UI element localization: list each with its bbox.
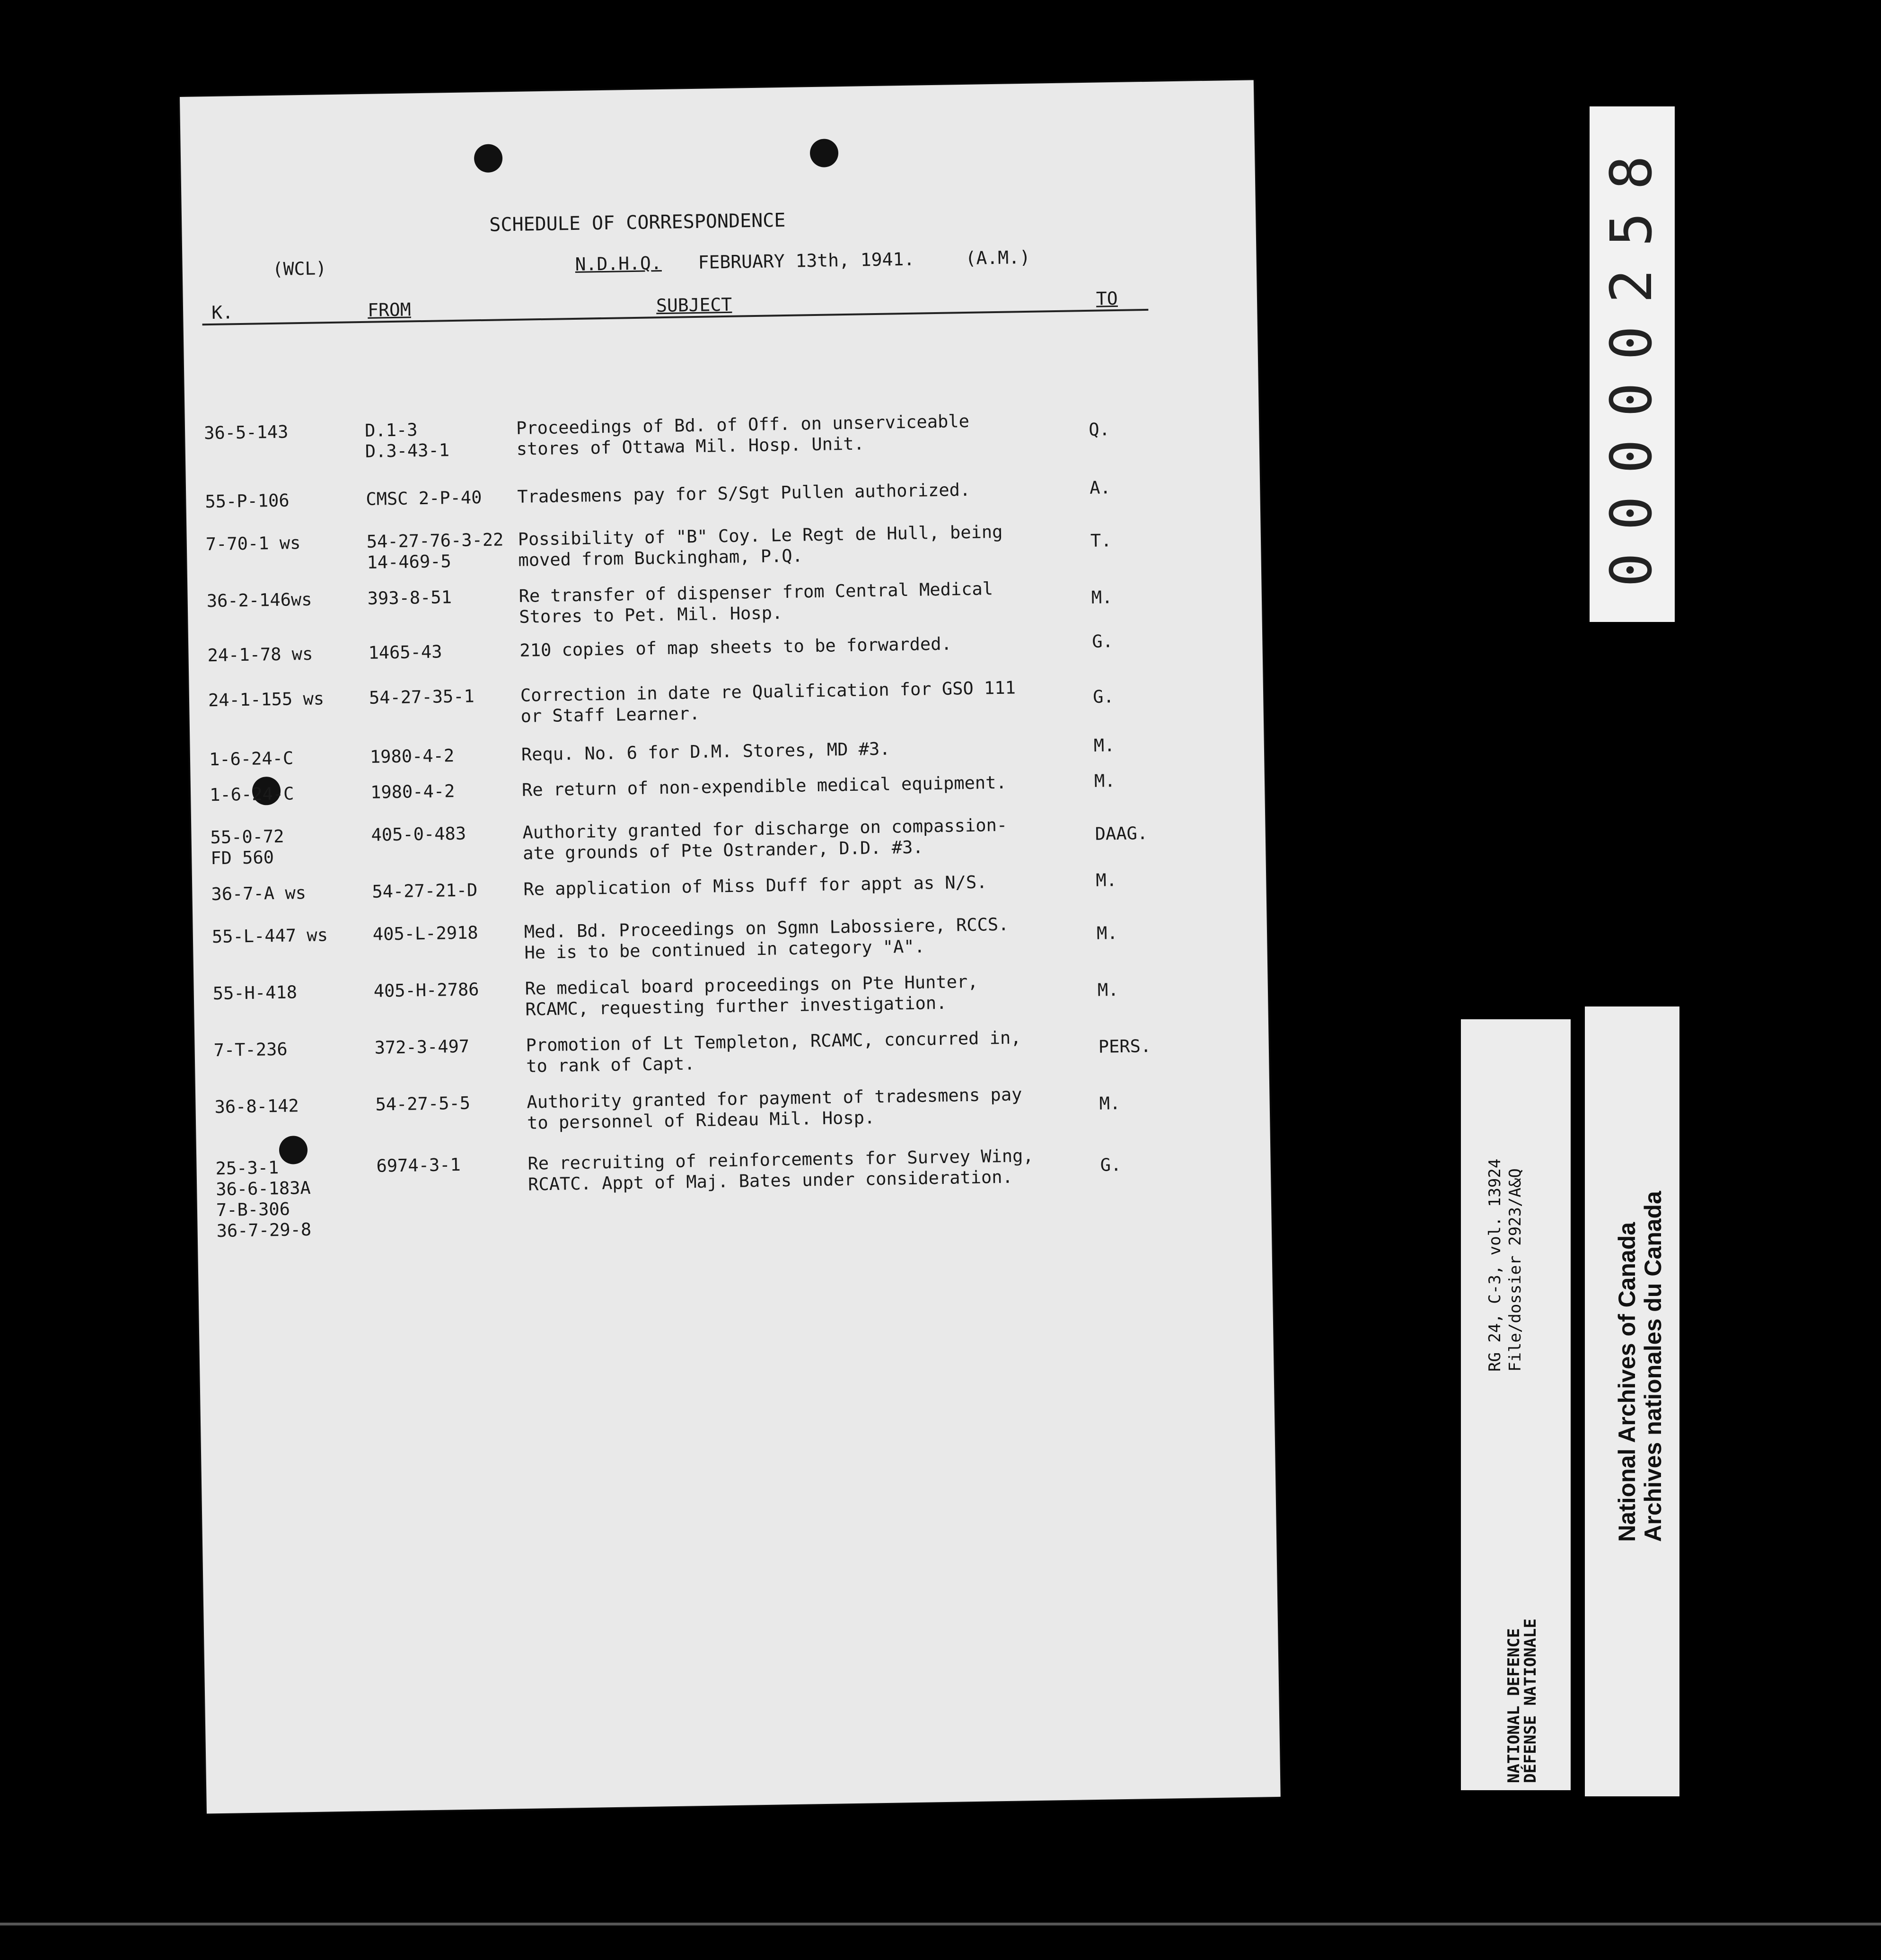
from-line: CMSC 2-P-40: [366, 487, 482, 509]
nac-name-en: National Archives of Canada: [1614, 1222, 1640, 1542]
row-k-number: [206, 589, 312, 612]
row-subject: [522, 815, 1008, 864]
k-line: 24-1-78 ws: [207, 643, 313, 666]
from-line: 405-H-2786: [373, 979, 479, 1001]
correspondence-row: [195, 1081, 1236, 1133]
from-line: 372-3-497: [374, 1036, 470, 1058]
row-to: G.: [1092, 686, 1115, 707]
row-subject: [520, 677, 1016, 726]
subject-line: Re transfer of dispenser from Central Medical: [519, 578, 993, 606]
k-line: 7-70-1 ws: [205, 533, 301, 555]
correspondence-row: [185, 407, 1226, 462]
subject-line: RCATC. Appt of Maj. Bates under consideration.: [527, 1166, 1013, 1195]
row-k-number: [208, 688, 325, 711]
subject-line: 210 copies of map sheets to be forwarded.: [519, 633, 952, 661]
row-subject: [519, 634, 952, 661]
correspondence-row: [188, 629, 1229, 666]
schedule-time: (A.M.): [965, 246, 1031, 269]
schedule-title: SCHEDULE OF CORRESPONDENCE: [489, 209, 786, 236]
row-subject: [527, 1146, 1034, 1195]
subject-line: He is to be continued in category "A".: [524, 936, 925, 963]
frame-digit: 0: [1599, 439, 1665, 474]
correspondence-row: [191, 769, 1231, 805]
from-line: 54-27-21-D: [372, 880, 478, 902]
row-from: [373, 922, 478, 945]
from-line: D.1-3: [364, 420, 418, 441]
department-line1: NATIONAL DEFENCE: [1504, 1628, 1523, 1783]
k-line: 1-6-24-C: [209, 748, 294, 770]
row-to: M.: [1093, 735, 1115, 756]
row-from: [366, 487, 482, 510]
column-header-subject: SUBJECT: [656, 294, 732, 316]
column-header-from: FROM: [367, 299, 411, 321]
subject-line: Med. Bd. Proceedings on Sgmn Labossiere, RCCS.: [524, 914, 1009, 942]
hq-label: N.D.H.Q.: [575, 253, 662, 275]
row-subject: [522, 772, 1007, 801]
subject-line: Requ. No. 6 for D.M. Stores, MD #3.: [521, 738, 890, 765]
frame-digit: 0: [1599, 325, 1665, 360]
k-line: 36-2-146ws: [206, 589, 312, 612]
row-from: [369, 686, 475, 708]
k-line: 55-L-447 ws: [211, 925, 328, 947]
row-to: M.: [1097, 980, 1119, 1000]
frame-digit: 0: [1599, 382, 1665, 417]
row-subject: [521, 739, 890, 765]
subject-line: stores of Ottawa Mil. Hosp. Unit.: [516, 433, 865, 459]
k-line: 7-B-306: [216, 1199, 290, 1221]
org-code: (WCL): [272, 258, 327, 280]
from-line: 1465-43: [368, 641, 442, 663]
row-k-number: [205, 490, 290, 512]
archive-reference-line1: RG 24, C-3, vol. 13924: [1485, 1158, 1504, 1372]
from-line: 54-27-35-1: [369, 686, 475, 708]
nac-name-fr: Archives nationales du Canada: [1640, 1191, 1666, 1542]
row-subject: [519, 578, 993, 628]
row-from: [375, 1093, 470, 1115]
row-k-number: [209, 748, 294, 770]
row-to: M.: [1091, 587, 1113, 608]
row-subject: [525, 971, 978, 1020]
row-from: [374, 1036, 469, 1059]
correspondence-row: [187, 518, 1228, 573]
subject-line: to personnel of Rideau Mil. Hosp.: [527, 1107, 875, 1133]
subject-line: to rank of Capt.: [526, 1053, 695, 1076]
subject-line: RCAMC, requesting further investigation.: [525, 992, 947, 1020]
row-to: A.: [1089, 477, 1111, 498]
row-k-number: [214, 1095, 299, 1118]
correspondence-row: [187, 575, 1228, 627]
row-from: [367, 587, 452, 609]
row-to: DAAG.: [1095, 823, 1148, 844]
k-line: 36-7-A ws: [211, 883, 307, 905]
correspondence-row: [193, 967, 1234, 1020]
row-from: [376, 1155, 461, 1177]
subject-line: Stores to Pet. Mil. Hosp.: [519, 603, 783, 627]
subject-line: Possibility of "B" Coy. Le Regt de Hull, being: [518, 521, 1003, 550]
from-line: 14-469-5: [367, 551, 452, 573]
row-to: M.: [1095, 870, 1117, 891]
row-to: G.: [1100, 1155, 1122, 1175]
row-k-number: [211, 883, 306, 905]
from-line: D.3-43-1: [365, 440, 450, 462]
column-header-k: K.: [211, 302, 234, 323]
row-from: [370, 745, 455, 768]
document-page: [180, 80, 1281, 1813]
k-line: 36-8-142: [214, 1095, 299, 1118]
subject-line: Re medical board proceedings on Pte Hunter,: [525, 971, 978, 999]
correspondence-row: [189, 674, 1230, 726]
archive-reference-line2: File/dossier 2923/A&Q: [1506, 1168, 1525, 1372]
k-line: 36-7-29-8: [216, 1219, 312, 1242]
k-line: 24-1-155 ws: [208, 688, 325, 711]
subject-line: Re recruiting of reinforcements for Survey Wing,: [527, 1145, 1034, 1174]
row-k-number: [213, 1039, 288, 1061]
row-to: G.: [1091, 631, 1114, 652]
k-line: 7-T-236: [213, 1039, 288, 1061]
correspondence-row: [196, 1142, 1237, 1242]
from-line: 6974-3-1: [376, 1154, 461, 1176]
row-k-number: [212, 925, 328, 947]
row-to: T.: [1090, 530, 1112, 551]
frame-digit: 5: [1599, 212, 1665, 247]
k-line: 1-6-24-C: [209, 783, 294, 805]
row-subject: [526, 1027, 1021, 1076]
k-line: 25-3-1: [215, 1157, 279, 1179]
from-line: 405-0-483: [371, 823, 466, 845]
from-line: 54-27-76-3-22: [366, 529, 504, 552]
row-k-number: [207, 644, 313, 666]
correspondence-row: [194, 1024, 1235, 1076]
row-from: [371, 823, 466, 846]
correspondence-row: [190, 733, 1231, 770]
row-to: M.: [1094, 770, 1116, 791]
row-from: [368, 641, 442, 663]
row-subject: [523, 872, 987, 900]
frame-digit: 2: [1599, 269, 1665, 304]
correspondence-row: [192, 868, 1233, 905]
correspondence-row: [186, 475, 1227, 512]
from-line: 1980-4-2: [370, 781, 455, 803]
frame-number-strip: [1590, 106, 1675, 622]
row-to: Q.: [1088, 419, 1110, 440]
row-k-number: [206, 533, 301, 555]
from-line: 1980-4-2: [369, 745, 455, 767]
row-from: [365, 419, 450, 462]
scan-edge-line: [0, 1923, 1881, 1925]
department-line2: DÉFENSE NATIONALE: [1521, 1619, 1540, 1783]
subject-line: Re application of Miss Duff for appt as N/S.: [523, 872, 987, 900]
row-from: [366, 529, 504, 573]
frame-digit: 0: [1599, 552, 1665, 587]
row-subject: [516, 411, 970, 460]
row-from: [370, 781, 455, 803]
row-k-number: [212, 982, 297, 1004]
k-line: FD 560: [210, 847, 274, 869]
k-line: 36-5-143: [203, 421, 289, 444]
subject-line: Promotion of Lt Templeton, RCAMC, concurred in,: [526, 1027, 1021, 1056]
row-to: PERS.: [1098, 1036, 1151, 1057]
subject-line: Authority granted for payment of tradesmens pay: [527, 1084, 1022, 1112]
subject-line: or Staff Learner.: [520, 703, 700, 726]
punch-hole: [474, 144, 503, 173]
k-line: 55-0-72: [210, 826, 284, 848]
frame-digit: 0: [1599, 496, 1665, 531]
column-header-to: TO: [1096, 288, 1118, 309]
row-k-number: [210, 826, 284, 869]
from-line: 393-8-51: [367, 587, 452, 609]
row-subject: [527, 1084, 1022, 1133]
row-to: M.: [1096, 923, 1118, 944]
row-from: [372, 880, 477, 902]
subject-line: moved from Buckingham, P.Q.: [518, 545, 803, 570]
row-to: M.: [1099, 1093, 1121, 1114]
row-k-number: [215, 1157, 311, 1242]
row-subject: [524, 914, 1009, 963]
correspondence-row: [193, 910, 1234, 963]
subject-line: Correction in date re Qualification for GSO 111: [520, 677, 1016, 706]
row-subject: [517, 480, 970, 508]
punch-hole: [810, 139, 839, 167]
from-line: 54-27-5-5: [375, 1093, 471, 1115]
correspondence-row: [191, 811, 1232, 869]
frame-digit: 8: [1599, 155, 1665, 190]
schedule-date: FEBRUARY 13th, 1941.: [698, 248, 915, 273]
from-line: 405-L-2918: [372, 922, 478, 945]
row-from: [373, 979, 479, 1001]
row-k-number: [210, 783, 294, 805]
subject-line: ate grounds of Pte Ostrander, D.D. #3.: [522, 837, 923, 864]
row-subject: [518, 522, 1003, 571]
subject-line: Authority granted for discharge on compassion-: [522, 814, 1008, 843]
k-line: 55-H-418: [212, 982, 298, 1004]
row-k-number: [204, 421, 289, 444]
subject-line: Proceedings of Bd. of Off. on unserviceable: [516, 411, 970, 438]
k-line: 55-P-106: [205, 490, 290, 512]
subject-line: Tradesmens pay for S/Sgt Pullen authorized.: [517, 479, 971, 507]
k-line: 36-6-183A: [215, 1177, 311, 1200]
subject-line: Re return of non-expendible medical equipment.: [521, 772, 1007, 800]
